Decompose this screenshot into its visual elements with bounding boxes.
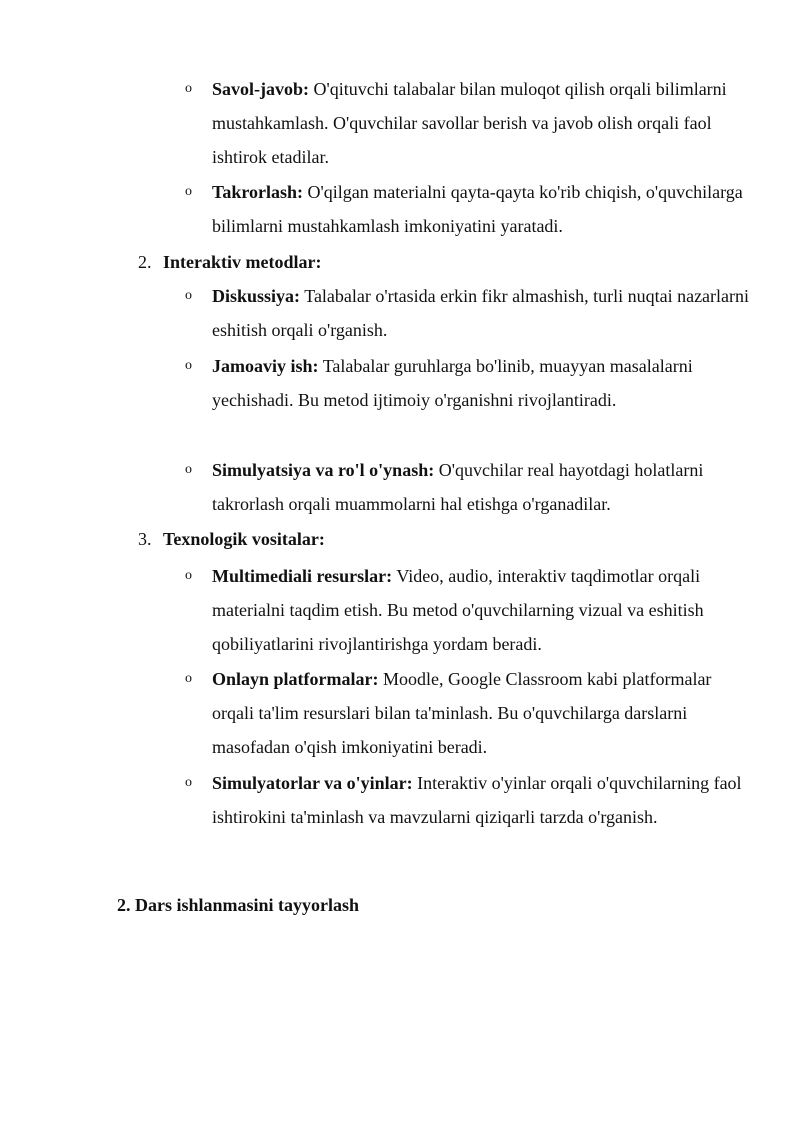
numbered-heading-texnologik <box>138 522 325 556</box>
term-description: O'qituvchi talabalar bilan muloqot qilish orqali bilimlarni mustahkamlash. O'quvchilar savollar berish va javob olish orqali faol ishtirok etadilar. <box>212 79 727 167</box>
list-item-takrorlash <box>212 175 757 243</box>
list-item-simulyatsiya <box>212 453 757 521</box>
list-heading: Texnologik vositalar: <box>163 529 325 549</box>
bullet-marker: o <box>185 775 192 790</box>
term-description: Interaktiv o'yinlar orqali o'quvchilarning faol ishtirokini ta'minlash va mavzularni qiziqarli tarzda o'rganish. <box>212 773 742 827</box>
bullet-marker: o <box>185 358 192 373</box>
list-heading: Interaktiv metodlar: <box>163 252 322 272</box>
term-label: Diskussiya: <box>212 286 301 306</box>
term-description: Moodle, Google Classroom kabi platformalar orqali ta'lim resurslari bilan ta'minlash. Bu o'quvchilarga darslarni masofadan o'qish imkoniyatini beradi. <box>212 669 712 757</box>
term-description: Talabalar o'rtasida erkin fikr almashish, turli nuqtai nazarlarni eshitish orqali o'rganish. <box>212 286 750 340</box>
list-item-multimediali <box>212 559 757 661</box>
list-number: 2. <box>138 252 152 272</box>
list-item-onlayn-platformalar <box>212 662 757 764</box>
bullet-marker: o <box>185 81 192 96</box>
list-number: 3. <box>138 529 152 549</box>
term-description: O'quvchilar real hayotdagi holatlarni takrorlash orqali muammolarni hal etishga o'rganadilar. <box>212 460 704 514</box>
bullet-marker: o <box>185 462 192 477</box>
bullet-marker: o <box>185 568 192 583</box>
list-item-diskussiya <box>212 279 757 347</box>
list-item-jamoaviy-ish <box>212 349 757 417</box>
term-label: Jamoaviy ish: <box>212 356 319 376</box>
term-label: Takrorlash: <box>212 182 304 202</box>
term-label: Savol-javob: <box>212 79 310 99</box>
term-label: Simulyatorlar va o'yinlar: <box>212 773 413 793</box>
term-description: Video, audio, interaktiv taqdimotlar orqali materialni taqdim etish. Bu metod o'quvchilarning vizual va eshitish qobiliyatlarini rivojlantirishga yordam beradi. <box>212 566 704 654</box>
term-label: Multimediali resurslar: <box>212 566 393 586</box>
numbered-heading-interaktiv <box>138 245 321 279</box>
term-label: Simulyatsiya va ro'l o'ynash: <box>212 460 435 480</box>
term-description: Talabalar guruhlarga bo'linib, muayyan masalalarni yechishadi. Bu metod ijtimoiy o'rganishni rivojlantiradi. <box>212 356 693 410</box>
list-item-savol-javob <box>212 72 757 174</box>
term-label: Onlayn platformalar: <box>212 669 379 689</box>
bullet-marker: o <box>185 288 192 303</box>
bullet-marker: o <box>185 184 192 199</box>
section-heading: 2. Dars ishlanmasini tayyorlash <box>117 895 360 915</box>
list-item-simulyatorlar <box>212 766 757 834</box>
term-description: O'qilgan materialni qayta-qayta ko'rib chiqish, o'quvchilarga bilimlarni mustahkamlash imkoniyatini yaratadi. <box>212 182 743 236</box>
bullet-marker: o <box>185 671 192 686</box>
